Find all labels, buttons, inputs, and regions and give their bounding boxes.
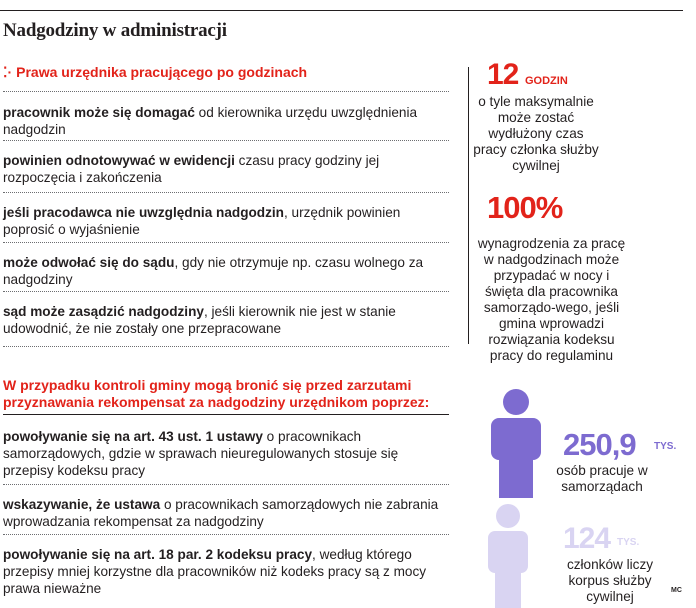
credit: MC: [671, 587, 682, 594]
top-rule: [0, 10, 683, 11]
divider: [3, 192, 449, 193]
item-bold: powoływanie się na art. 18 par. 2 kodeksu pracy: [3, 547, 313, 562]
divider: [3, 534, 449, 535]
item-bold: pracownik może się domagać: [3, 105, 195, 120]
item-bold: jeśli pracodawca nie uwzględnia nadgodzin: [3, 205, 284, 220]
divider: [3, 91, 449, 92]
list-item: [3, 254, 449, 288]
item-bold: wskazywanie, że ustawa: [3, 497, 161, 512]
stat2-value: 100%: [487, 190, 563, 225]
item-text: , urzędnik powinien poprosić o wyjaśnienie: [3, 205, 401, 237]
stat3-unit: TYS.: [654, 441, 677, 452]
stat4-value: 124: [563, 522, 611, 555]
item-bold: powinien odnotowywać w ewidencji: [3, 153, 235, 168]
list-item: [3, 152, 449, 186]
item-text: , jeśli kierownik nie jest w stanie udowodnić, że nie zostały one przepracowane: [3, 304, 396, 336]
section1-heading: [3, 64, 307, 81]
divider: [3, 484, 449, 485]
page-title: Nadgodziny w administracji: [3, 20, 227, 41]
column-divider: [468, 67, 469, 344]
item-text: czasu pracy godziny jej rozpoczęcia i zakończenia: [3, 153, 380, 185]
stat3-desc: osób pracuje w samorządach: [556, 463, 648, 494]
list-item: [3, 104, 449, 138]
list-item: [3, 428, 449, 479]
item-text: o pracownikach samorządowych nie zabrania wprowadzania rekompensat za nadgodziny: [3, 497, 439, 529]
person-icon: [486, 388, 546, 498]
divider: [3, 291, 449, 292]
stat3-value: 250,9: [563, 427, 636, 462]
divider: [3, 346, 449, 347]
item-bold: może odwołać się do sądu: [3, 255, 175, 270]
section1-heading-text: Prawa urzędnika pracującego po godzinach: [16, 64, 308, 80]
stat4-unit: TYS.: [617, 537, 640, 548]
stat1-value: 12: [487, 58, 519, 91]
item-bold: sąd może zasądzić nadgodziny: [3, 304, 204, 319]
item-bold: powoływanie się na art. 43 ust. 1 ustawy: [3, 429, 263, 444]
list-item: [3, 204, 449, 238]
divider: [3, 140, 449, 141]
list-item: [3, 496, 449, 530]
item-text: o pracownikach samorządowych, gdzie w sprawach nieuregulowanych stosuje się przepisy kodeksu pracy: [3, 429, 399, 478]
divider: [3, 242, 449, 243]
stat2-desc: wynagrodzenia za pracę w nadgodzinach może przypadać w nocy i święta dla pracownika samorządo-wego, jeśli gmina wprowadzi rozwiązania kodeksu pracy do regulaminu: [477, 236, 626, 363]
divider: [3, 414, 449, 415]
item-text: od kierownika urzędu uwzględnienia nadgodzin: [3, 105, 418, 137]
person-icon: [486, 503, 530, 608]
list-item: [3, 303, 449, 337]
item-text: , według którego przepisy mniej korzystne dla pracowników niż kodeks pracy są z mocy prawa nieważne: [3, 547, 427, 596]
stat1-desc: o tyle maksymalnie może zostać wydłużony czas pracy członka służby cywilnej: [473, 94, 599, 173]
list-item: [3, 546, 449, 597]
section2-heading: W przypadku kontroli gminy mogą bronić się przed zarzutami przyznawania rekompensat za nadgodziny urzędnikom poprzez:: [3, 377, 430, 410]
stat4-desc: członków liczy korpus służby cywilnej: [566, 557, 654, 604]
item-text: , gdy nie otrzymuje np. czasu wolnego za nadgodziny: [3, 255, 424, 287]
stat1-unit: GODZIN: [525, 75, 568, 87]
bullet-marker-icon: ⁚·: [3, 64, 13, 80]
